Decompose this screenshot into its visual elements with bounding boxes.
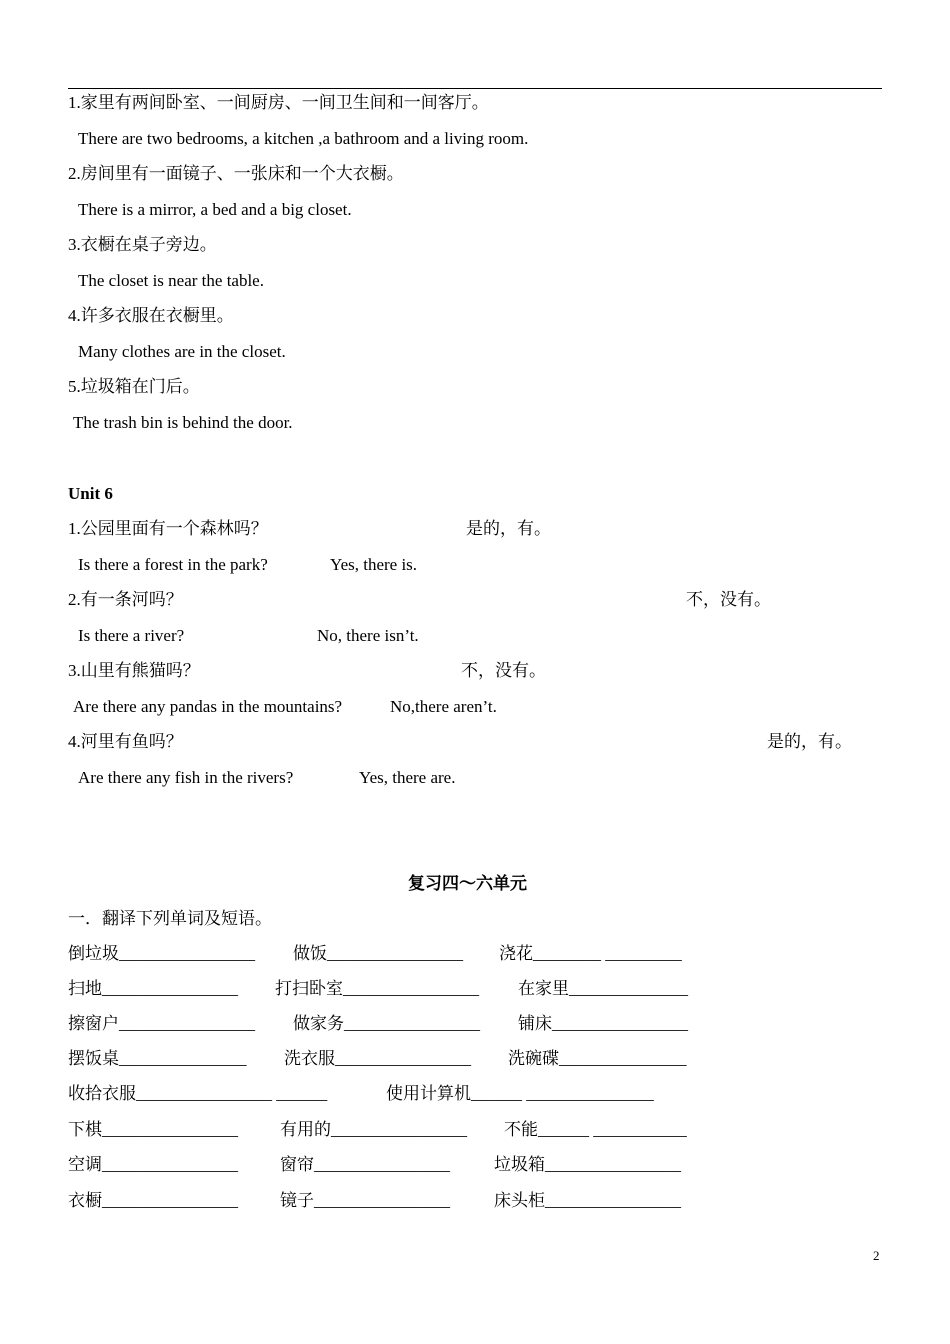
unit6-question-cn-3: 3.山里有熊猫吗？ [68, 661, 200, 680]
blank-item: 洗衣服________________ [284, 1049, 471, 1068]
unit6-question-en-4: Are there any fish in the rivers? [78, 768, 294, 787]
page-number: 2 [873, 1248, 880, 1263]
sentence-cn-5: 5.垃圾箱在门后。 [68, 377, 200, 396]
unit6-answer-cn-2: 不，没有。 [686, 590, 771, 609]
blank-item: 垃圾箱________________ [494, 1155, 681, 1174]
sentence-en-3: The closet is near the table. [78, 271, 264, 290]
sentence-en-2: There is a mirror, a bed and a big closet. [78, 200, 352, 219]
review-instruction: 一．翻译下列单词及短语。 [68, 909, 272, 928]
blank-item: 床头柜________________ [494, 1191, 681, 1210]
blank-item: 不能______ ___________ [504, 1120, 687, 1139]
blank-item: 衣橱________________ [68, 1191, 238, 1210]
unit6-answer-en-1: Yes, there is. [330, 555, 418, 574]
blank-item: 空调________________ [68, 1155, 238, 1174]
sentence-cn-3: 3.衣橱在桌子旁边。 [68, 235, 217, 254]
blank-item: 使用计算机______ _______________ [386, 1084, 654, 1103]
blank-item: 在家里______________ [518, 979, 688, 998]
blank-item: 洗碗碟_______________ [508, 1049, 687, 1068]
unit6-question-en-2: Is there a river? [78, 626, 185, 645]
blank-item: 擦窗户________________ [68, 1014, 255, 1033]
blank-item: 做家务________________ [293, 1014, 480, 1033]
blank-item: 收拾衣服________________ ______ [68, 1084, 328, 1103]
unit6-answer-cn-1: 是的，有。 [466, 519, 551, 538]
sentence-en-5: The trash bin is behind the door. [73, 413, 293, 432]
header-rule [68, 88, 882, 89]
blank-item: 倒垃圾________________ [68, 944, 255, 963]
sentence-cn-4: 4.许多衣服在衣橱里。 [68, 306, 234, 325]
blank-item: 做饭________________ [293, 944, 463, 963]
unit6-question-cn-1: 1.公园里面有一个森林吗？ [68, 519, 268, 538]
unit6-question-en-3: Are there any pandas in the mountains? [73, 697, 343, 716]
unit6-question-cn-4: 4.河里有鱼吗？ [68, 732, 183, 751]
blank-item: 铺床________________ [518, 1014, 688, 1033]
sentence-en-4: Many clothes are in the closet. [78, 342, 286, 361]
blank-item: 镜子________________ [280, 1191, 450, 1210]
blank-item: 打扫卧室________________ [275, 979, 479, 998]
blank-item: 摆饭桌_______________ [68, 1049, 247, 1068]
review-title: 复习四～六单元 [408, 874, 527, 893]
unit6-question-en-1: Is there a forest in the park? [78, 555, 268, 574]
blank-item: 扫地________________ [68, 979, 238, 998]
blank-item: 有用的________________ [280, 1120, 467, 1139]
sentence-cn-2: 2.房间里有一面镜子、一张床和一个大衣橱。 [68, 164, 404, 183]
unit6-answer-en-4: Yes, there are. [359, 768, 456, 787]
unit6-answer-cn-4: 是的，有。 [767, 732, 852, 751]
unit6-answer-en-3: No,there aren’t. [390, 697, 497, 716]
unit6-answer-en-2: No, there isn’t. [317, 626, 419, 645]
sentence-cn-1: 1.家里有两间卧室、一间厨房、一间卫生间和一间客厅。 [68, 93, 489, 112]
unit6-question-cn-2: 2.有一条河吗？ [68, 590, 183, 609]
blank-item: 浇花________ _________ [499, 944, 682, 963]
sentence-en-1: There are two bedrooms, a kitchen ,a bathroom and a living room. [78, 129, 529, 148]
blank-item: 下棋________________ [68, 1120, 238, 1139]
unit6-heading: Unit 6 [68, 484, 113, 503]
blank-item: 窗帘________________ [280, 1155, 450, 1174]
unit6-answer-cn-3: 不，没有。 [461, 661, 546, 680]
